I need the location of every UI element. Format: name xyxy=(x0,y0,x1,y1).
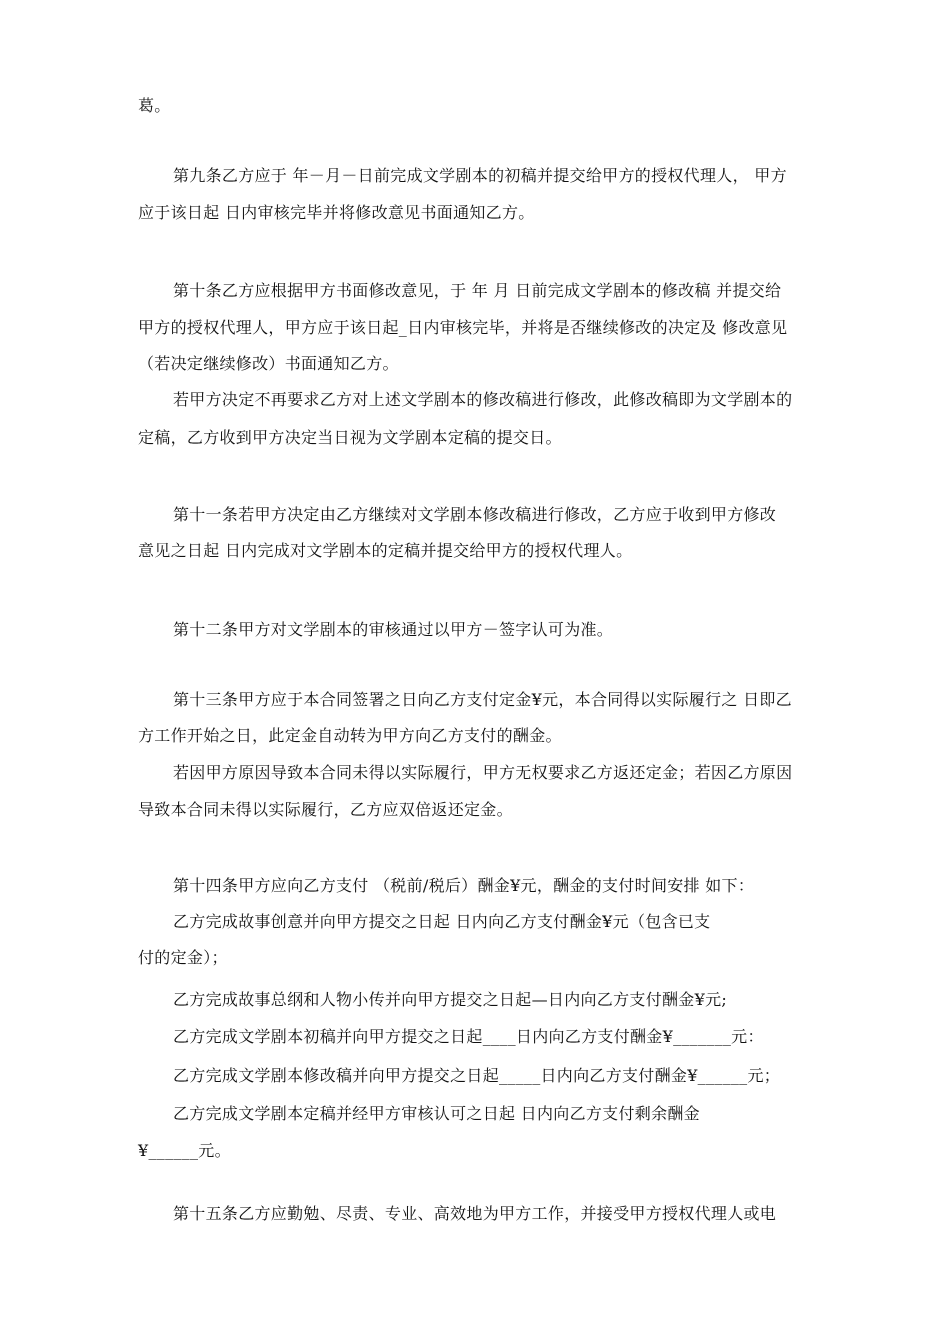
clause-15-line-1: 第十五条乙方应勤勉、尽责、专业、高效地为甲方工作，并接受甲方授权代理人或电 xyxy=(173,1204,777,1223)
clause-14-line-3: 付的定金）； xyxy=(138,948,228,967)
clause-10-line-2: 甲方的授权代理人，甲方应于该日起_日内审核完毕，并将是否继续修改的决定及 修改意见 xyxy=(138,318,788,337)
clause-10-line-5: 定稿，乙方收到甲方决定当日视为文学剧本定稿的提交日。 xyxy=(138,428,562,447)
text-line: 葛。 xyxy=(138,96,171,115)
clause-10-line-4: 若甲方决定不再要求乙方对上述文学剧本的修改稿进行修改，此修改稿即为文学剧本的 xyxy=(173,390,793,409)
clause-10-line-3: （若决定继续修改）书面通知乙方。 xyxy=(138,354,399,373)
clause-11-line-1: 第十一条若甲方决定由乙方继续对文学剧本修改稿进行修改，乙方应于收到甲方修改 xyxy=(173,505,777,524)
clause-14-line-8: ¥______元。 xyxy=(138,1141,231,1160)
clause-14-line-2: 乙方完成故事创意并向甲方提交之日起 日内向乙方支付酬金¥元（包含已支 xyxy=(173,912,711,931)
clause-14-line-4: 乙方完成故事总纲和人物小传并向甲方提交之日起—日内向乙方支付酬金¥元; xyxy=(173,990,728,1009)
clause-10-line-1: 第十条乙方应根据甲方书面修改意见，于 年 月 日前完成文学剧本的修改稿 并提交给 xyxy=(173,281,782,300)
clause-12-line-1: 第十二条甲方对文学剧本的审核通过以甲方－签字认可为准。 xyxy=(173,620,614,639)
clause-14-line-6: 乙方完成文学剧本修改稿并向甲方提交之日起_____日内向乙方支付酬金¥______元； xyxy=(173,1066,781,1085)
clause-11-line-2: 意见之日起 日内完成对文学剧本的定稿并提交给甲方的授权代理人。 xyxy=(138,541,633,560)
clause-9-line-2: 应于该日起 日内审核完毕并将修改意见书面通知乙方。 xyxy=(138,203,535,222)
clause-9-line-1: 第九条乙方应于 年－月－日前完成文学剧本的初稿并提交给甲方的授权代理人， 甲方 xyxy=(173,166,787,185)
clause-14-line-5: 乙方完成文学剧本初稿并向甲方提交之日起____日内向乙方支付酬金¥_______元： xyxy=(173,1027,764,1046)
clause-13-line-3: 若因甲方原因导致本合同未得以实际履行，甲方无权要求乙方返还定金；若因乙方原因 xyxy=(173,763,793,782)
clause-13-line-4: 导致本合同未得以实际履行，乙方应双倍返还定金。 xyxy=(138,800,513,819)
clause-13-line-2: 方工作开始之日，此定金自动转为甲方向乙方支付的酬金。 xyxy=(138,726,562,745)
clause-14-line-1: 第十四条甲方应向乙方支付 （税前/税后）酬金¥元，酬金的支付时间安排 如下： xyxy=(173,876,755,895)
clause-13-line-1: 第十三条甲方应于本合同签署之日向乙方支付定金¥元，本合同得以实际履行之 日即乙 xyxy=(173,690,792,709)
clause-14-line-7: 乙方完成文学剧本定稿并经甲方审核认可之日起 日内向乙方支付剩余酬金 xyxy=(173,1104,700,1123)
